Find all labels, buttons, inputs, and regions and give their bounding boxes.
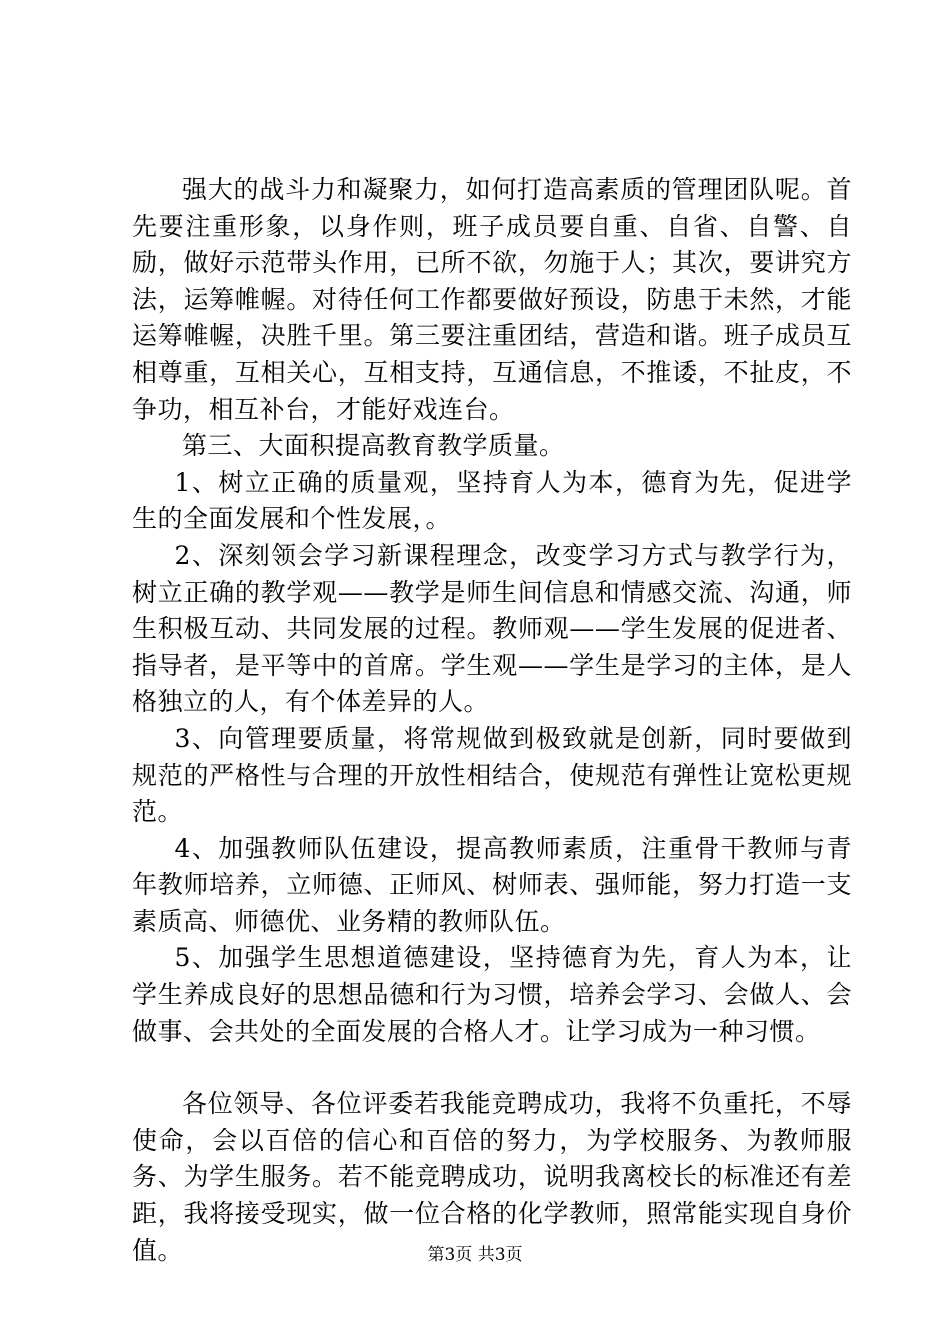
list-item-1: 1、树立正确的质量观，坚持育人为本，德育为先，促进学生的全面发展和个性发展，。 xyxy=(132,467,852,534)
section-heading-quality: 第三、大面积提高教育教学质量。 xyxy=(182,431,565,461)
paragraph-team-building: 强大的战斗力和凝聚力，如何打造高素质的管理团队呢。首先要注重形象，以身作则，班子成员要自重、自省、自警、自励，做好示范带头作用，已所不欲，勿施于人；其次，要讲究方法，运筹帷幄。对待任何工作都要做好预设，防患于未然，才能运筹帷幄，决胜千里。第三要注重团结，营造和谐。班子成员互相尊重，互相关心，互相支持，互通信息，不推诿，不扯皮，不争功，相互补台，才能好戏连台。 xyxy=(132,175,852,424)
list-item-3: 3、向管理要质量，将常规做到极致就是创新，同时要做到规范的严格性与合理的开放性相结合，使规范有弹性让宽松更规范。 xyxy=(132,723,852,827)
page-footer: 第3页 共3页 xyxy=(427,1245,523,1265)
list-item-5: 5、加强学生思想道德建设，坚持德育为先，育人为本，让学生养成良好的思想品德和行为习惯，培养会学习、会做人、会做事、会共处的全面发展的合格人才。让学习成为一种习惯。 xyxy=(132,943,852,1046)
closing-paragraph: 各位领导、各位评委若我能竞聘成功，我将不负重托，不辱使命，会以百倍的信心和百倍的努力，为学校服务、为教师服务、为学生服务。若不能竞聘成功，说明我离校长的标准还有差距，我将接受现实，做一位合格的化学教师，照常能实现自身价值。 xyxy=(132,1089,852,1265)
list-item-2: 2、深刻领会学习新课程理念，改变学习方式与教学行为，树立正确的教学观——教学是师生间信息和情感交流、沟通，师生积极互动、共同发展的过程。教师观——学生发展的促进者、指导者，是平等中的首席。学生观——学生是学习的主体，是人格独立的人，有个体差异的人。 xyxy=(132,540,852,717)
document-body xyxy=(132,172,852,1269)
list-item-4: 4、加强教师队伍建设，提高教师素质，注重骨干教师与青年教师培养，立师德、正师风、树师表、强师能，努力打造一支素质高、师德优、业务精的教师队伍。 xyxy=(132,833,852,936)
